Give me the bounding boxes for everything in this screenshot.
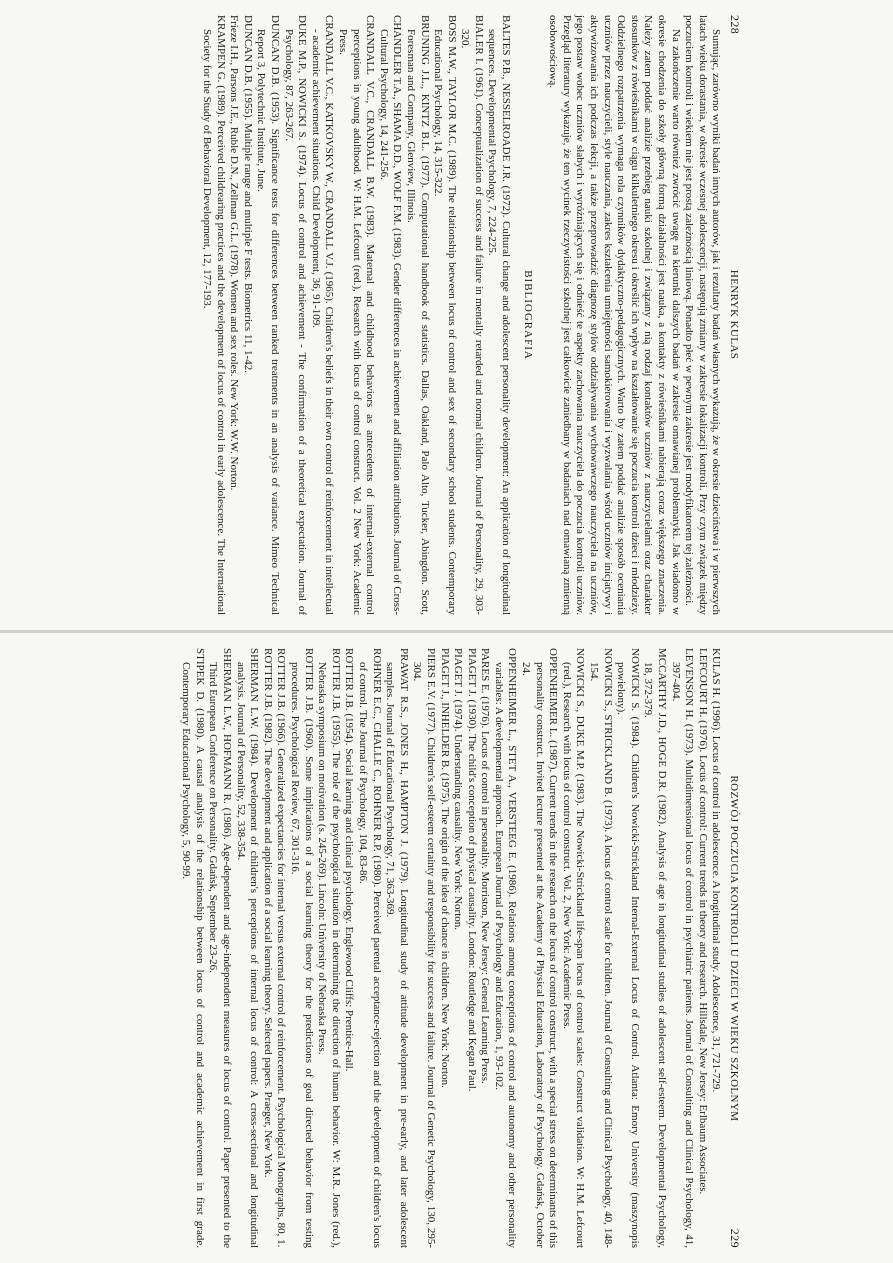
reference-list [179, 648, 723, 1248]
reference-item: LEVENSON H. (1973). Multidimensional locus of control in psychiatric patients. Journal of Consulting and Clinical Psychology, 41, 397-404. [669, 648, 696, 1248]
reference-item: OPPENHEIMER L., STET A., VERSTEEG E. (1986). Relations among conceptions of control and autonomy and other personality variables: A developmental approach. European Journal of Psychology and Education, 1, 93-102. [492, 648, 519, 1248]
reference-item: PRAWAT R.S., JONES H., HAMPTON J. (1979). Longitudinal study of attitude development in pre-early, and later adolescent samples. Journal of Educational Psychology, 71, 363-369. [384, 648, 410, 1248]
reference-item: CHANDLER T.A., SHAMA D.D., WOLF F.M. (1983). Gender differences in achievement and affiliation attributions. Journal of Cross-Cultural Psychology, 14, 241-256. [377, 15, 404, 615]
reference-item: DUKE M.P., NOWICKI S. (1974). Locus of control and achievement - The confirmation of a theoretical expectation. Journal of Psychology, 87, 263-267. [282, 15, 309, 615]
reference-item: BOSS M.W., TAYLOR M.C. (1989). The relationship between locus of control and sex of secondary school students. Contemporary Educational Psychology, 14, 315-322. [432, 15, 458, 615]
reference-item: PIERS E.V. (1977). Children's self-esteem certainty and responsibility for success and failure. Journal of Genetic Psychology, 130, 295-304. [411, 648, 437, 1248]
reference-item: CRANDALL V.C., CRANDALL B.W. (1983). Maternal and childhood behaviors as antecedents of internal-external control perceptions in young adulthood. W: H.M. Lefcourt (red.), Research with locus of control construct. Vol. 2 New York: Academic Press. [336, 15, 377, 615]
reference-item: MCCARTHY J.D., HOGE D.R. (1982). Analysis of age in longitudinal studies of adolescent self-esteem. Developmental Psychology, 18, 372-379. [642, 648, 669, 1248]
page-number: 229 [728, 1228, 742, 1248]
reference-item: ROTTER J.B. (1955). The role of the psychological situation in determining the direction of human behavior. W: M.R. Jones (red.), Nebraska symposium on motivation (s. 245-269). Lincoln: University of Nebraska Press. [316, 648, 342, 1248]
reference-item: ROTTER J.B. (1966). Generalized expectancies for internal versus external control of reinforcement. Psychological Monographs, 80, 1. [275, 648, 288, 1248]
reference-item: NOWICKI S., DUKE M.P. (1983). The Nowicki-Strickland life-span locus of control scales: Construct validation. W: H.M. Lefcourt (red.), Research with locus of control construct. Vol. 2, New York: Academic Press. [560, 648, 587, 1248]
reference-item: NOWICKI S. (1984). Children's Nowicki-Strickland Internal-External Locus of Control. Atlanta: Emory University (maszynopis powielony). [615, 648, 641, 1248]
reference-item: PIAGET J., INHELDER B. (1975). The origin of the idea of chance in children. New York: Norton. [438, 648, 451, 1088]
reference-item: SHERMAN L.W., HOFMANN R. (1986). Age-dependent and age-independent measures of locus of control. Paper presented to the Third European Conference on Personality. Gdańsk, September 23-26. [207, 648, 234, 1248]
page-229 [180, 648, 742, 1248]
paragraph: Na zakończenie warto również zwrócić uwagę na kierunki dalszych badań w zakresie omawianej problematyki. Jak wiadomo w okresie chodzenia do szkoły główną formą działalności jest nauka, a kontakty z rówieśnikami nabierają coraz większego znaczenia. Należy zatem poddać analizie przebieg nauki szkolnej i związany z nią rodzaj kontaktów uczniów z nauczycielami oraz charakter stosunków z rówieśnikami w ciągu kilkuletniego okresu i określić ich wpływ na kształtowanie się poczucia kontroli dzieci i młodzieży. Oddzielnego rozpatrzenia wymaga rola czynników dydaktyczno-pedagogicznych. Warto by zatem poddać analizie sposób oceniania uczniów przez nauczycieli, style nauczania, zakres kształcenia umiejętności samokierowania i wyzwalania wśród uczniów inicjatywy i aktywizowania ich podczas lekcji, a także przeprowadzić diagnozę stylów oddziaływania wychowawczego nauczyciela na uczniów, jego postaw wobec uczniów słabych i wyróżniających się i odnieść te aspekty zachowania nauczyciela do poczucia kontroli uczniów. Przegląd literatury wykazuje, że ten wycinek rzeczywistości szkolnej jest całkowicie zaniedbany w badaniach nad omawianą zmienną osobowościową. [547, 15, 682, 615]
reference-item: BALTES P.B., NESSELROADE J.R. (1972). Cultural change and adolescent personality development: An application of longitudinal sequences. Developmental Psychology, 7, 224-225. [486, 15, 513, 615]
reference-item: BIALER I. (1961). Conceptualization of success and failure in mentally retarded and normal children. Journal of Personality, 29, 303-320. [459, 15, 485, 615]
paragraph: Sumując, zarówno wyniki badań innych autorów, jak i rezultaty badań własnych wykazują, że w okresie dzieciństwa i w pierwszych latach wieku dorastania, w okresie wczesnej adolescencji, następują zmiany w zakresie lokalizacji kontroli. Przy czym związek między poczuciem kontroli i wiekiem nie jest prostą zależnością liniową. Ponadto płeć w pewnym zakresie jest modyfikatorem tej zależności. [683, 15, 723, 615]
running-head-title: HENRYK KULAS [728, 269, 740, 360]
reference-item: STIPEK D. (1980). A causal analysis of the relationship between locus of control and academic achievement in first grade. Contemporary Educational Psychology, 5, 90-99. [180, 648, 206, 1248]
reference-item: PIAGET J. (1974). Understanding causality. New York: Norton. [452, 648, 465, 930]
reference-item: BRUNING J.L., KINTZ B.L. (1977). Computational handbook of statistics. Dallas, Oakland, Palo Alto, Tucker, Abingdon. Scott, Foresman and Company, Glenview, Illinois. [404, 15, 431, 615]
reference-item: ROHNER E.C., CHALLE C., ROHNER R.P. (1980). Perceived parental acceptance-rejection and the development of children's locus of control. The Journal of Psychology, 104, 83-86. [356, 648, 383, 1248]
reference-item: PIAGET J. (1930). The child's conception of physical causality. London: Routledge and Kegan Paul. [465, 648, 478, 1092]
reference-item: ROTTER J.B. (1954). Social learning and clinical psychology. Englewood Cliffs: Prentice-Hall. [343, 648, 356, 1072]
reference-item: ROTTER J.B. (1982). The development and application of a social learning theory. Selected papers. Praeger, New York. [261, 648, 274, 1178]
running-head [726, 15, 741, 615]
reference-item: DUNCAN D.B. (1953). Significance tests for differences between ranked treatments in an analysis of variance. Mimeo Technical Report 3, Polytechnic Institute, June. [255, 15, 281, 615]
reference-item: ROTTER J.B. (1960). Some implications of a social learning theory for the predictions of goal directed behavior from testing procedures. Psychological Review, 67, 301-316. [289, 648, 315, 1248]
page-228 [201, 15, 742, 615]
bibliography-heading: BIBLIOGRAFIA [521, 270, 534, 360]
reference-item: PARES E. (1976). Locus of control in personality. Morriston, New Jersey: General Learning Press. [479, 648, 492, 1084]
reference-item: LEFCOURT H. (1976). Locus of control: Current trends in theory and research. Hillsdale, New Jersey: Erlbaum Associates. [696, 648, 709, 1195]
reference-item: DUNCAN D.B. (1955). Multiple range and multiple F tests. Biometrics 11, 1-42. [241, 15, 254, 373]
reference-item: SHERMAN L.W. (1984). Development of children's perceptions of internal locus of control: A cross-sectional and longitudinal analysis. Journal of Personality, 52, 338-354. [234, 648, 261, 1248]
reference-item: CRANDALL V.C., KATKOVSKY W., CRANDALL V.J. (1965). Children's beliefs in their own control of reinforcement in intellectual - academic achievement situations. Child Development, 36, 91-109. [309, 15, 336, 615]
page-number: 228 [728, 15, 742, 35]
running-head [726, 648, 741, 1248]
reference-item: OPPENHEIMER L. (1987). Current trends in the research on the locus of control construct, with a special stress on determinants of this personality construct. Invited lecture presented at the Academy of Physical Education, Laboratory of Psychology. Gdańsk, October 24. [520, 648, 560, 1248]
running-head-title: ROZWÓJ POCZUCIA KONTROLI U DZIECI W WIEKU SZKOLNYM [728, 775, 740, 1122]
reference-item: Frieze I.H., Parsons J.E., Ruble D.N., Zellman G.L. (1978). Women and sex roles. New York: W.W. Norton. [228, 15, 241, 491]
page-gutter [0, 630, 893, 633]
reference-item: KRAMPEN G. (1989). Perceived childrearing practices and the development of locus of control in early adolescence. The International Society for the Study of Behavioral Development, 12, 177-193. [201, 15, 227, 615]
reference-list [199, 15, 512, 615]
reference-item: KULAS H. (1996). Locus of control in adolescence. A longitudinal study. Adolescence, 31, 721-729. [710, 648, 723, 1093]
reference-item: NOWICKI S., STRICKLAND B. (1973). A locus of control scale for children. Journal of Consulting and Clinical Psychology, 40, 148-154. [588, 648, 614, 1248]
